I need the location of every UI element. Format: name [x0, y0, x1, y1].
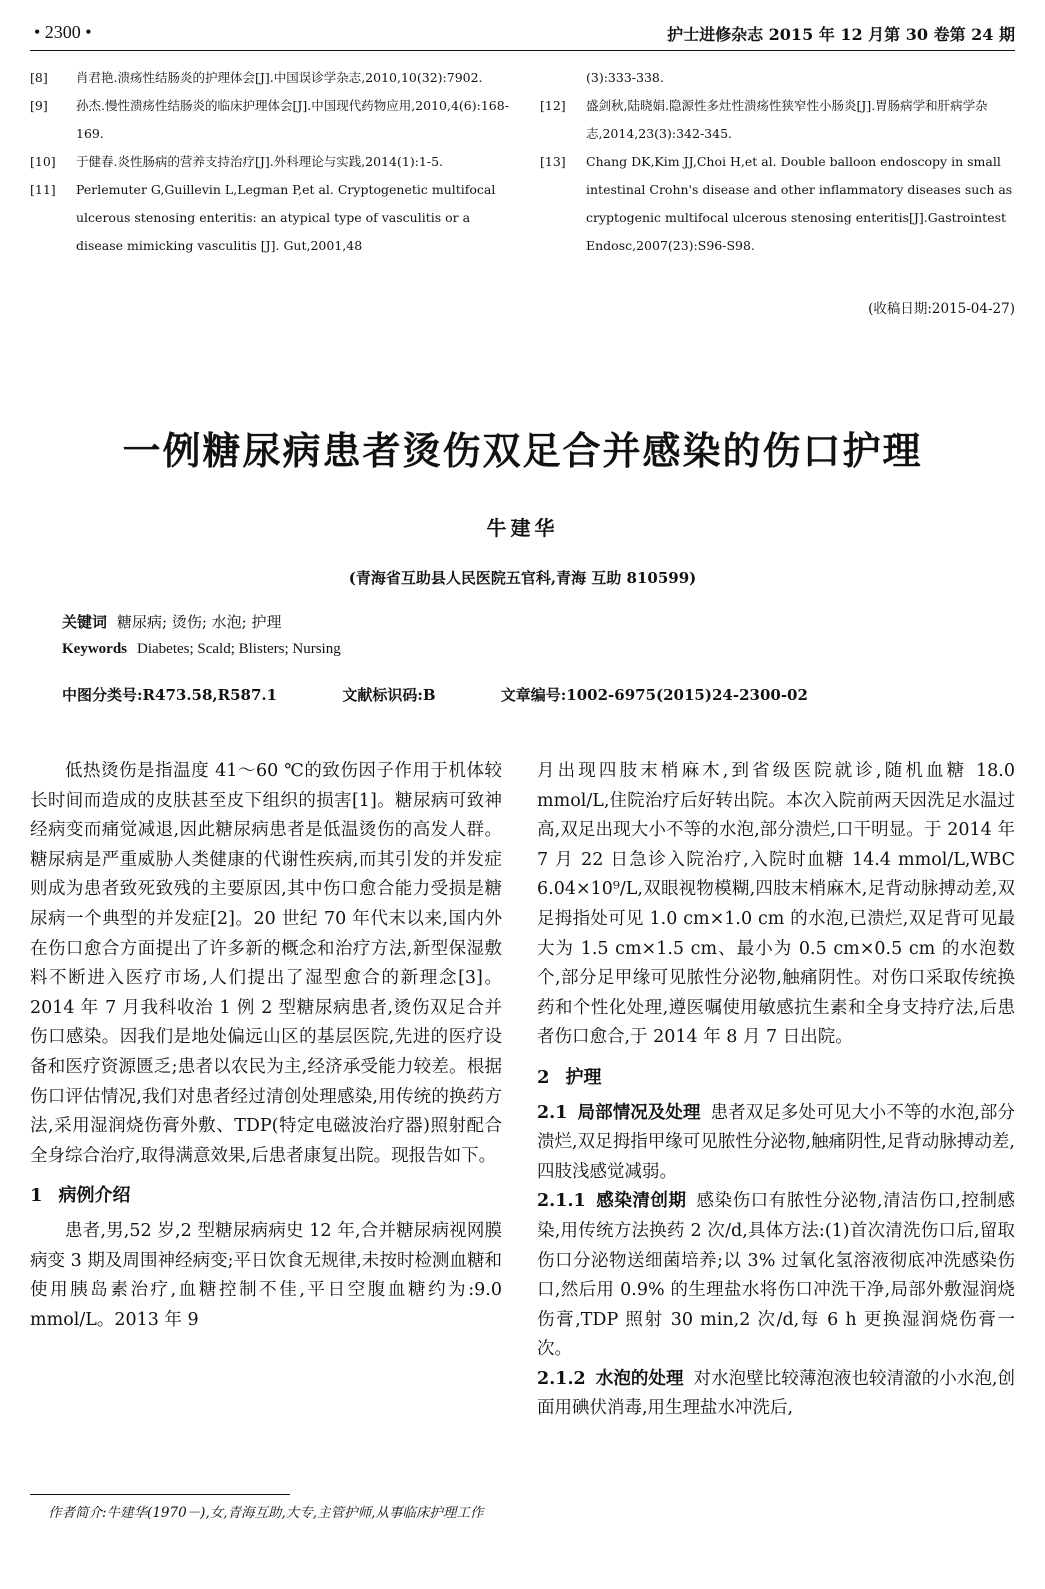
author-footnote: 作者简介:牛建华(1970－),女,青海互助,大专,主管护师,从事临床护理工作	[48, 1505, 484, 1521]
keywords-en	[62, 641, 341, 658]
received-date: (收稿日期:2015-04-27)	[868, 301, 1015, 317]
keywords-cn	[62, 611, 281, 632]
case-paragraph-continued: 月出现四肢末梢麻木,到省级医院就诊,随机血糖 18.0 mmol/L,住院治疗后好转出院。本次入院前两天因洗足水温过高,双足出现大小不等的水泡,部分溃烂,口干明显。于 2014 年 7 月 22 日急诊入院治疗,入院时血糖 14.4 mmol/L,WBC 6.04×10⁹/L,双眼视物模糊,四肢末梢麻木,足背动脉搏动差,双足拇指处可见 1.0 cm×1.0 cm 的水泡,已溃烂,双足背可见最大为 1.5 cm×1.5 cm、最小为 0.5 cm×0.5 cm 的水泡数个,部分足甲缘可见脓性分泌物,触痛阴性。对伤口采取传统换药和个性化处理,遵医嘱使用敏感抗生素和全身支持疗法,后患者伤口愈合,于 2014 年 8 月 7 日出院。	[537, 761, 1015, 1048]
classification-line	[62, 684, 808, 705]
article-title: 一例糖尿病患者烫伤双足合并感染的伤口护理	[122, 428, 923, 473]
body-right-column	[537, 757, 1015, 1424]
header-rule	[30, 50, 1015, 51]
page-number: • 2300 •	[34, 22, 92, 42]
keywords-cn-label: 关键词	[62, 613, 108, 631]
case-paragraph: 患者,男,52 岁,2 型糖尿病病史 12 年,合并糖尿病视网膜病变 3 期及周围神经病变;平日饮食无规律,未按时检测血糖和使用胰岛素治疗,血糖控制不佳,平日空腹血糖约为:9.0 mmol/L。2013 年 9	[30, 1220, 502, 1330]
reference-item: [13] Chang DK,Kim JJ,Choi H,et al. Double balloon endoscopy in small intestinal Crohn's disease and other inflammatory diseases such as cryptogenic multifocal ulcerous stenosing enteritis[J].Gastrointest Endosc,2007(23):S96-S98.	[540, 154, 1013, 253]
article-author: 牛建华	[486, 516, 559, 540]
footnote-rule	[30, 1494, 290, 1495]
subsection-2-1-2: 2.1.2 水泡的处理 对水泡壁比较薄泡液也较清澈的小水泡,创面用碘伏消毒,用生理盐水冲洗后,	[537, 1368, 1016, 1419]
keywords-en-label: Keywords	[62, 641, 127, 657]
author-affiliation: (青海省互助县人民医院五官科,青海 互助 810599)	[348, 569, 697, 587]
intro-paragraph: 低热烫伤是指温度 41～60 ℃的致伤因子作用于机体较长时间而造成的皮肤甚至皮下组织的损害[1]。糖尿病可致神经病变而痛觉减退,因此糖尿病患者是低温烫伤的高发人群。糖尿病是严重威胁人类健康的代谢性疾病,而其引发的并发症则成为患者致死致残的主要原因,其中伤口愈合能力受损是糖尿病一个典型的并发症[2]。20 世纪 70 年代末以来,国内外在伤口愈合方面提出了许多新的概念和治疗方法,新型保湿敷料不断进入医疗市场,人们提出了湿型愈合的新理念[3]。2014 年 7 月我科收治 1 例 2 型糖尿病患者,烫伤双足合并伤口感染。因我们是地处偏远山区的基层医院,先进的医疗设备和医疗资源匮乏;患者以农民为主,经济承受能力较差。根据伤口评估情况,我们对患者经过清创处理感染,用传统的换药方法,采用湿润烧伤膏外敷、TDP(特定电磁波治疗器)照射配合全身综合治疗,取得满意效果,后患者康复出院。现报告如下。	[30, 761, 502, 1166]
document-code: 文献标识码:B	[342, 686, 436, 704]
reference-continuation: (3):333-338.	[586, 70, 664, 85]
section-heading-1: 1 病例介绍	[30, 1185, 131, 1207]
subsection-2-1-1: 2.1.1 感染清创期 感染伤口有脓性分泌物,清洁伤口,控制感染,用传统方法换药 2 次/d,具体方法:(1)首次清洗伤口后,留取伤口分泌物送细菌培养;以 3% 过氧化氢溶液彻底冲洗感染伤口,然后用 0.9% 的生理盐水将伤口冲洗干净,局部外敷湿润烧伤膏,TDP 照射 30 min,2 次/d,每 6 h 更换湿润烧伤膏一次。	[537, 1191, 1016, 1360]
article-id: 文章编号:1002-6975(2015)24-2300-02	[500, 686, 808, 704]
keywords-en-values: Diabetes; Scald; Blisters; Nursing	[137, 641, 341, 657]
reference-item: [10] 于健春.炎性肠病的营养支持治疗[J].外科理论与实践,2014(1):1-5.	[30, 154, 444, 169]
references-left-column	[30, 64, 510, 260]
body-left-column	[30, 757, 502, 1335]
section-heading-2: 2 护理	[537, 1066, 602, 1088]
subsection-2-1: 2.1 局部情况及处理 患者双足多处可见大小不等的水泡,部分溃烂,双足拇指甲缘可见脓性分泌物,触痛阴性,足背动脉搏动差,四肢浅感觉减弱。	[537, 1102, 1016, 1182]
keywords-cn-values: 糖尿病; 烫伤; 水泡; 护理	[117, 613, 282, 631]
reference-item: [8] 肖君艳.溃疡性结肠炎的护理体会[J].中国误诊学杂志,2010,10(32):7902.	[30, 70, 483, 85]
journal-running-title: 护士进修杂志 2015 年 12 月第 30 卷第 24 期	[667, 25, 1015, 44]
references-right-column	[540, 64, 1020, 260]
reference-item: [12] 盛剑秋,陆晓娟.隐源性多灶性溃疡性狭窄性小肠炎[J].胃肠病学和肝病学杂志,2014,23(3):342-345.	[540, 98, 988, 141]
clc-number: 中图分类号:R473.58,R587.1	[62, 686, 278, 704]
reference-item: [11] Perlemuter G,Guillevin L,Legman P,et al. Cryptogenetic multifocal ulcerous stenosing enteritis: an atypical type of vasculitis or a disease mimicking vasculitis [J]. Gut,2001,48	[30, 182, 496, 253]
page-header	[30, 22, 1015, 52]
reference-item: [9] 孙杰.慢性溃疡性结肠炎的临床护理体会[J].中国现代药物应用,2010,4(6):168-169.	[30, 98, 509, 141]
